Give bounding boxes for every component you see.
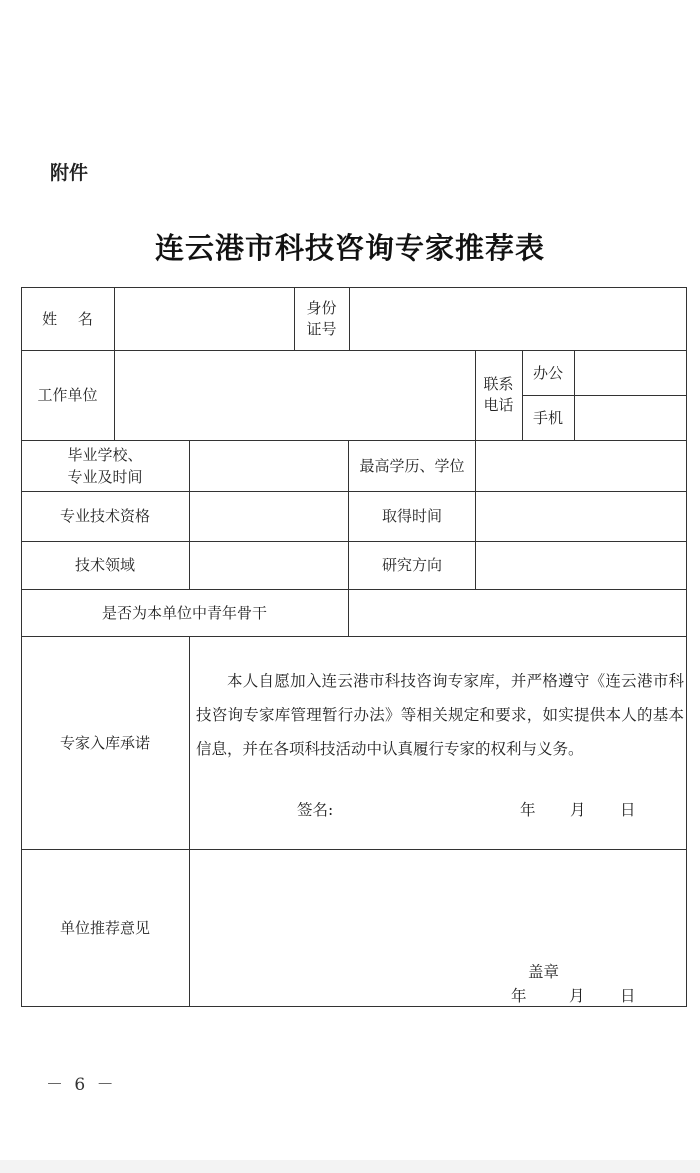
tech-qualification-value-field[interactable] xyxy=(190,491,348,541)
bottom-margin xyxy=(0,1160,700,1173)
tech-field-label: 技术领域 xyxy=(74,556,135,574)
id-label-line1: 身份 xyxy=(306,298,337,317)
form-title: 连云港市科技咨询专家推荐表 xyxy=(154,231,545,265)
obtain-time-value-field[interactable] xyxy=(476,491,687,541)
id-label-line2: 证号 xyxy=(306,319,337,338)
contact-phone-line2: 电话 xyxy=(483,396,514,414)
mobile-phone-value-field[interactable] xyxy=(575,395,687,440)
signature-label: 签名: xyxy=(297,801,334,819)
graduation-label xyxy=(21,440,189,491)
work-unit-value-field[interactable] xyxy=(115,350,475,440)
tech-qualification-label: 专业技术资格 xyxy=(59,507,150,525)
young-backbone-value-field[interactable] xyxy=(349,589,687,636)
highest-degree-label: 最高学历、学位 xyxy=(359,456,465,475)
seal-label: 盖章 xyxy=(528,963,560,981)
signature-day-label: 日 xyxy=(620,801,636,819)
tech-field-value-field[interactable] xyxy=(190,541,348,589)
unit-opinion-label: 单位推荐意见 xyxy=(59,919,150,937)
id-number-label xyxy=(294,287,349,350)
opinion-year-label: 年 xyxy=(511,987,527,1005)
young-backbone-label: 是否为本单位中青年骨干 xyxy=(101,603,267,622)
name-label: 姓 名 xyxy=(42,309,101,328)
graduation-line1: 毕业学校、 xyxy=(67,445,143,464)
office-phone-label: 办公 xyxy=(532,363,563,382)
opinion-month-label: 月 xyxy=(569,987,585,1005)
graduation-line2: 专业及时间 xyxy=(67,467,143,486)
signature-year-label: 年 xyxy=(520,801,536,819)
research-direction-label: 研究方向 xyxy=(381,556,442,574)
page-number: － 6 － xyxy=(46,1075,117,1095)
obtain-time-label: 取得时间 xyxy=(381,507,442,525)
contact-phone-line1: 联系 xyxy=(483,375,514,393)
commitment-label: 专家入库承诺 xyxy=(59,733,150,752)
opinion-day-label: 日 xyxy=(620,987,636,1005)
research-direction-value-field[interactable] xyxy=(476,541,687,589)
office-phone-value-field[interactable] xyxy=(575,350,687,395)
graduation-value-field[interactable] xyxy=(190,440,348,491)
id-number-value-field[interactable] xyxy=(350,287,687,350)
highest-degree-value-field[interactable] xyxy=(476,440,687,491)
name-value-field[interactable] xyxy=(115,287,294,350)
col-divider xyxy=(189,636,190,1007)
work-unit-label: 工作单位 xyxy=(37,386,98,404)
commitment-text: 本人自愿加入连云港市科技咨询专家库，并严格遵守《连云港市科技咨询专家库管理暂行办法》等相关规定和要求，如实提供本人的基本信息，并在各项科技活动中认真履行专家的权利与义务。 xyxy=(196,672,684,758)
attachment-label: 附件 xyxy=(50,162,89,184)
signature-month-label: 月 xyxy=(570,801,586,819)
contact-phone-label xyxy=(475,350,522,440)
mobile-phone-label: 手机 xyxy=(532,408,563,427)
